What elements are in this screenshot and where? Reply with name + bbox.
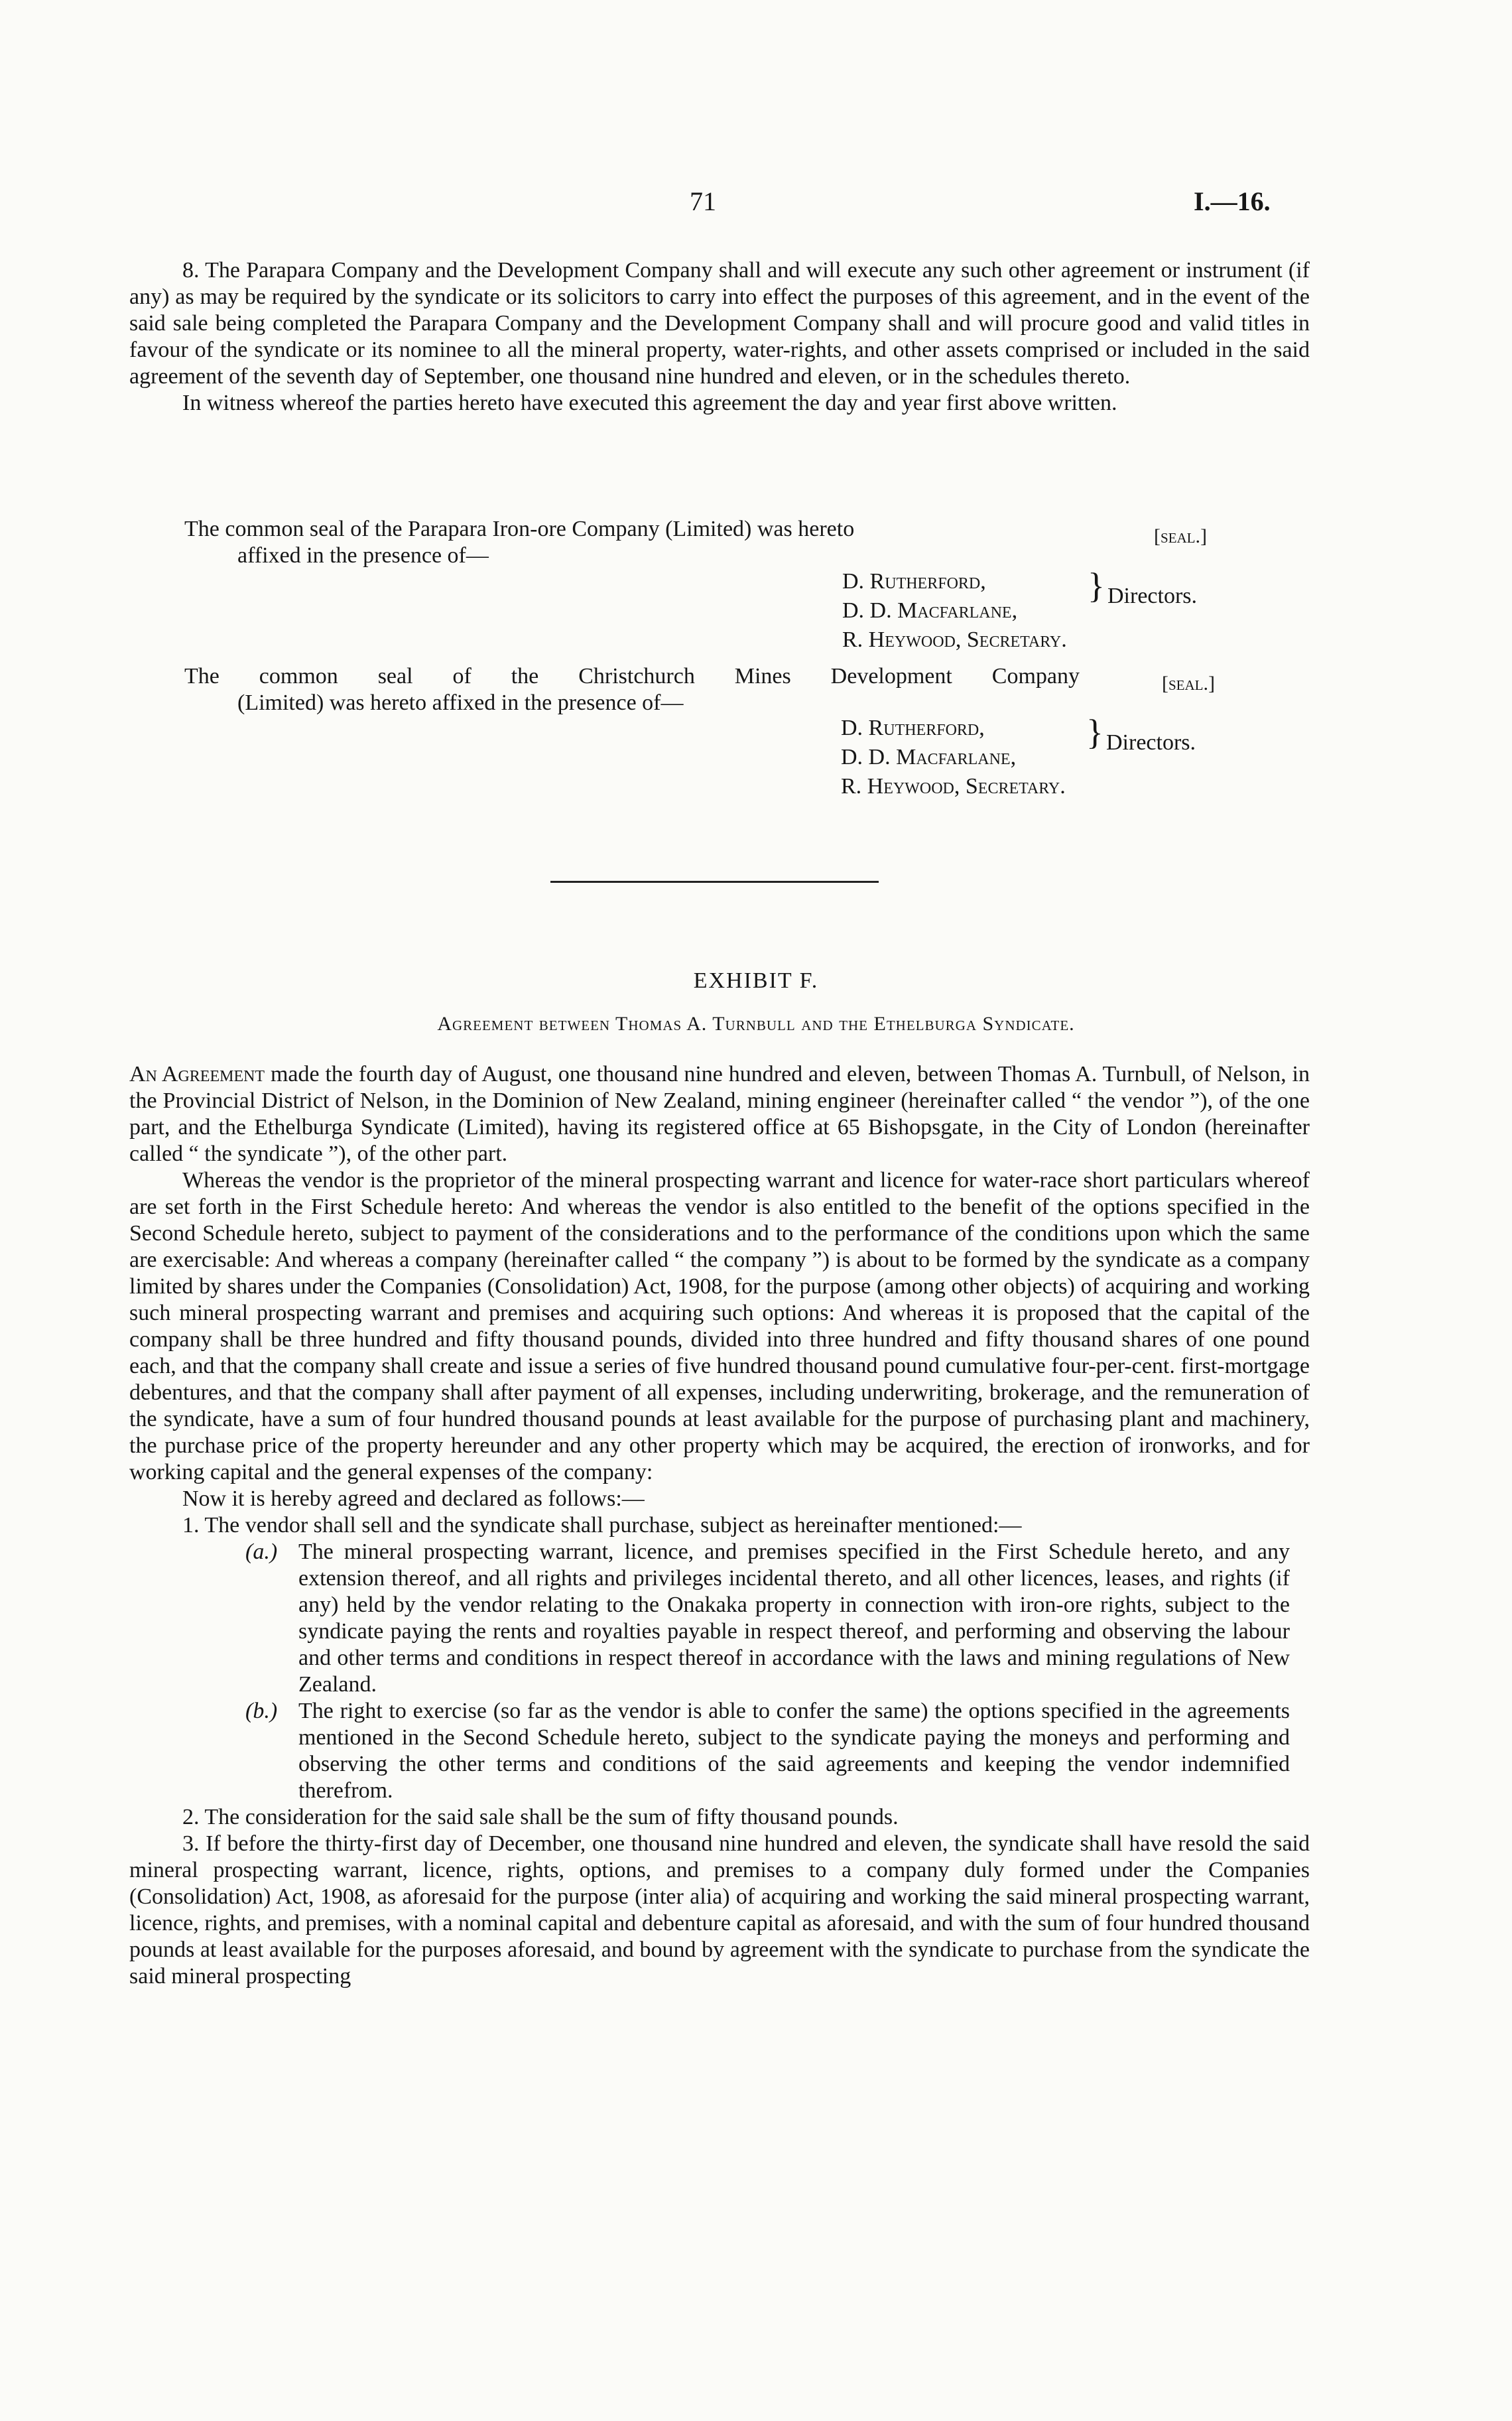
directors-label: Directors. [1106,730,1196,755]
top-section [129,257,1310,417]
intro-paragraph [129,1061,1310,1167]
clause-1b [129,1698,1310,1804]
director-2: D. D. Macfarlane, [842,598,1018,623]
clause-1: 1. The vendor shall sell and the syndicate shall purchase, subject as hereinafter mentioned:— [182,1513,1022,1538]
secretary: R. Heywood, Secretary. [842,627,1067,652]
clause-1b-label: (b.) [245,1699,278,1723]
seal-text-line1: The common seal of the Parapara Iron-ore Company (Limited) was hereto [184,517,855,541]
seal-text-line2: affixed in the presence of— [237,543,489,568]
section-divider [550,881,879,883]
seal-text-line1: The common seal of the Christchurch Mines Development Company [184,664,1080,688]
seal-block-parapara [184,516,854,569]
signatories-parapara [842,566,1198,655]
exhibit-heading: EXHIBIT F. [693,968,819,993]
document-reference: I.—16. [1194,186,1271,216]
clause-1a-text: The mineral prospecting warrant, licence, and premises specified in the First Schedule hereto, and any extension thereof, and all rights and privileges incidental thereto, and all other licences, leases, and rights (if any) held by the vendor relating to the Onakaka property in connection with iron-ore rights, subject to the syndicate paying the rents and royalties payable in respect thereof, and performing and observing the labour and other terms and conditions in respect thereof in accordance with the laws and mining regulations of New Zealand. [298,1539,1290,1697]
intro-lead: An Agreement [129,1062,265,1086]
exhibit-body [129,1061,1310,1990]
secretary: R. Heywood, Secretary. [841,774,1066,799]
brace-icon: } [1088,566,1105,606]
directors-label: Directors. [1107,584,1198,608]
seal-label: [seal.] [1162,673,1215,694]
intro-text: made the fourth day of August, one thousand nine hundred and eleven, between Thomas A. Turnbull, of Nelson, in the Provincial District of Nelson, in the Dominion of New Zealand, mining engineer (hereinafter called “ the vendor ”), of the one part, and the Ethelburga Syndicate (Limited), having its registered office at 65 Bishopsgate, in the City of London (hereinafter called “ the syndicate ”), of the other part. [129,1062,1310,1166]
now-paragraph: Now it is hereby agreed and declared as follows:— [182,1486,645,1511]
clause-2: 2. The consideration for the said sale shall be the sum of fifty thousand pounds. [182,1805,899,1829]
paragraph-8: 8. The Parapara Company and the Development Company shall and will execute any such other agreement or instrument (if any) as may be required by the syndicate or its solicitors to carry into effect the purposes of this agreement, and in the event of the said sale being completed the Parapara Company and the Development Company shall and will procure good and valid titles in favour of the syndicate or its nominee to all the mineral property, water-rights, and other assets comprised or included in the said agreement of the seventh day of September, one thousand nine hundred and eleven, or in the schedules thereto. [129,258,1310,389]
director-1: D. Rutherford, [842,569,986,594]
witness-paragraph: In witness whereof the parties hereto have executed this agreement the day and year first above written. [182,391,1117,415]
director-1: D. Rutherford, [841,716,985,740]
director-2: D. D. Macfarlane, [841,745,1017,769]
clause-1a-label: (a.) [245,1539,278,1564]
page-number: 71 [690,186,716,216]
agreement-title: Agreement between Thomas A. Turnbull and the Ethelburga Syndicate. [437,1013,1075,1035]
seal-label: [seal.] [1154,525,1207,547]
signatories-christchurch [841,712,1196,801]
brace-icon: } [1086,712,1103,752]
whereas-paragraph: Whereas the vendor is the proprietor of the mineral prospecting warrant and licence for water-race short particulars whereof are set forth in the First Schedule hereto: And whereas the vendor is also entitled to the benefit of the options specified in the Second Schedule hereto, subject to payment of the considerations and to the performance of the conditions upon which the same are exercisable: And whereas a company (hereinafter called “ the company ”) is about to be formed by the syndicate as a company limited by shares under the Companies (Consolidation) Act, 1908, for the purpose (among other objects) of acquiring and working such mineral prospecting warrant and premises and acquiring such options: And whereas it is proposed that the capital of the company shall be three hundred and fifty thousand pounds, divided into three hundred and fifty thousand shares of one pound each, and that the company shall create and issue a series of five hundred thousand pound cumulative four-per-cent. first-mortgage debentures, and that the company shall after payment of all expenses, including underwriting, brokerage, and the remuneration of the syndicate, have a sum of four hundred thousand pounds at least available for the purpose of purchasing plant and machinery, the purchase price of the property hereunder and any other property which may be acquired, the erection of ironworks, and for working capital and the general expenses of the company: [129,1168,1310,1484]
seal-text-line2: (Limited) was hereto affixed in the presence of— [237,690,684,715]
clause-1b-text: The right to exercise (so far as the vendor is able to confer the same) the options specified in the agreements mentioned in the Second Schedule hereto, subject to the syndicate paying the moneys and performing and observing the other terms and conditions of the said agreements and keeping the vendor indemnified therefrom. [298,1699,1290,1803]
seal-block-christchurch [184,663,1113,716]
clause-1a [129,1539,1310,1698]
clause-3: 3. If before the thirty-first day of December, one thousand nine hundred and eleven, the syndicate shall have resold the said mineral prospecting warrant, licence, rights, options, and premises to a company duly formed under the Companies (Consolidation) Act, 1908, as aforesaid for the purpose (inter alia) of acquiring and working the said mineral prospecting warrant, licence, rights, and premises, with a nominal capital and debenture capital as aforesaid, and with the sum of four hundred thousand pounds at least available for the purposes aforesaid, and bound by agreement with the syndicate to purchase from the syndicate the said mineral prospecting [129,1831,1310,1989]
